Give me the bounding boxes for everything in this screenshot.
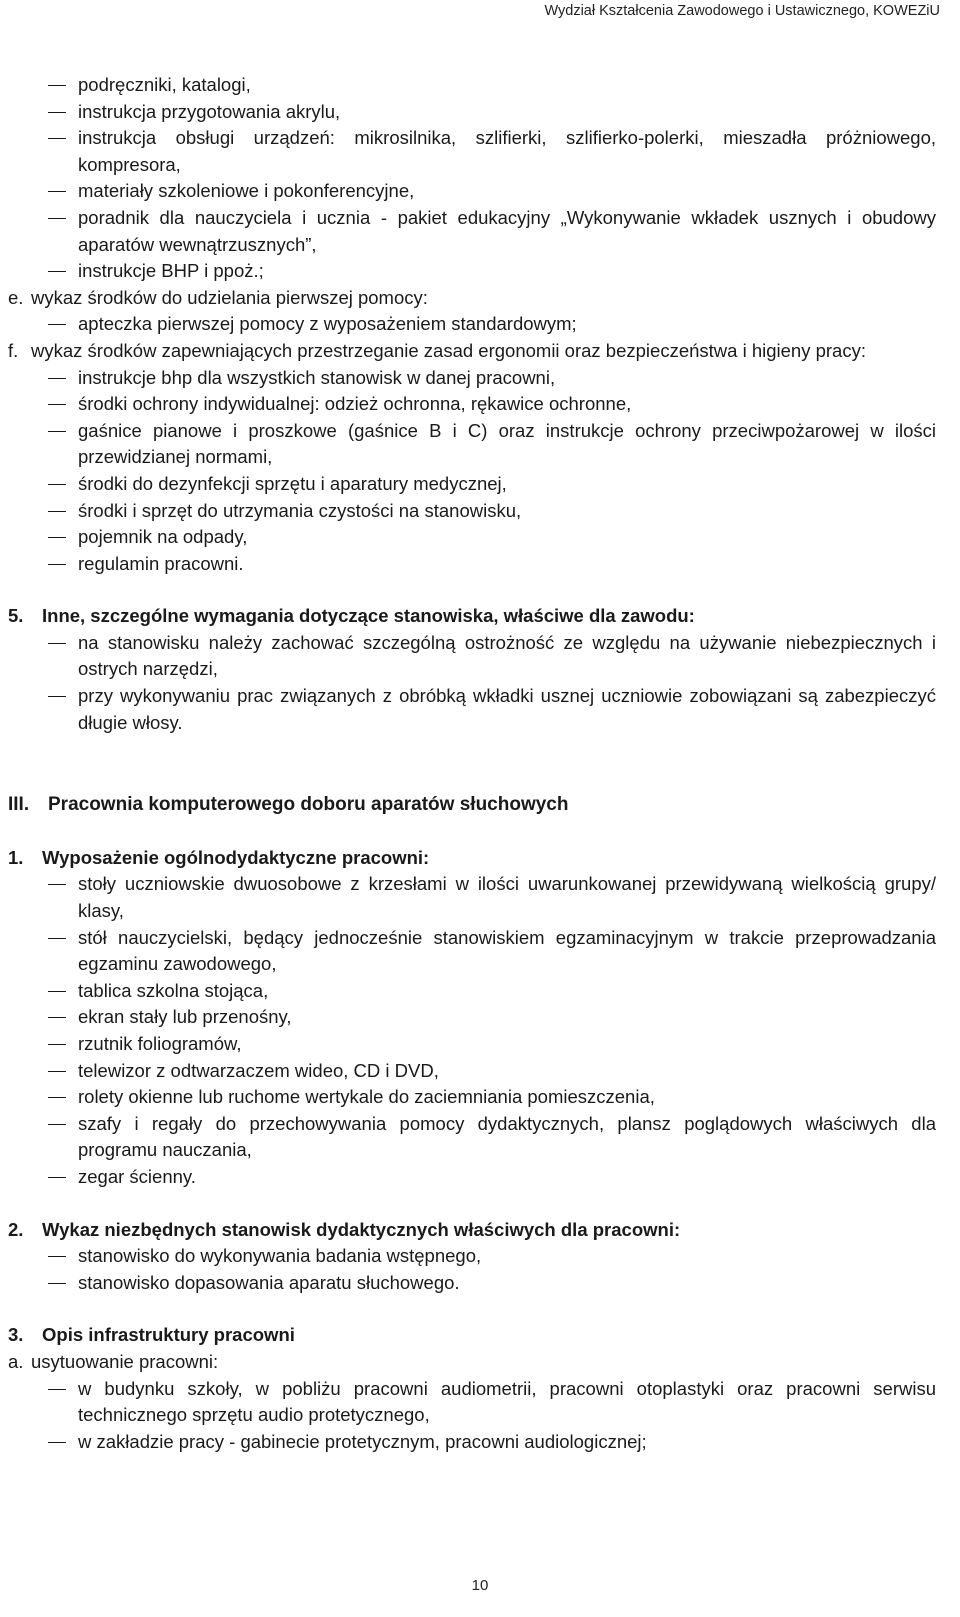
list-item-text: środki i sprzęt do utrzymania czystości na stanowisku, [78, 499, 522, 521]
list-item [0, 1031, 960, 1058]
lettered-item-text: usytuowanie pracowni: [31, 1350, 219, 1372]
item-letter: e. [8, 286, 24, 308]
list-item [0, 630, 960, 683]
dash-marker [48, 511, 66, 512]
point-3-heading [0, 1322, 960, 1349]
dash-marker [48, 537, 66, 538]
list-item [0, 1004, 960, 1031]
list-item [0, 1429, 960, 1456]
dash-marker [48, 696, 66, 697]
dash-marker [48, 1177, 66, 1178]
list-item-text: rolety okienne lub ruchome wertykale do zaciemniania pomieszczenia, [78, 1086, 655, 1108]
list-item-text: instrukcja przygotowania akrylu, [78, 100, 341, 122]
list-item [0, 258, 960, 285]
list-item [0, 72, 960, 99]
dash-marker [48, 1124, 66, 1125]
list-item-text: przy wykonywaniu prac związanych z obróbką wkładki usznej uczniowie zobowiązani są zabezpieczyć długie włosy. [78, 685, 936, 733]
list-item-text: zegar ścienny. [78, 1165, 196, 1187]
dash-marker [48, 1044, 66, 1045]
dash-marker [48, 1256, 66, 1257]
list-item-text: tablica szkolna stojąca, [78, 979, 269, 1001]
list-item-text: stół nauczycielski, będący jednocześnie stanowiskiem egzaminacyjnym w trakcie przeprowadzania egzaminu zawodowego, [78, 926, 936, 975]
dash-marker [48, 324, 66, 325]
point-5-heading [0, 603, 960, 630]
item-letter: f. [8, 339, 19, 361]
list-item [0, 365, 960, 392]
list-item-text: stoły uczniowskie dwuosobowe z krzesłami w ilości uwarunkowanej przewidywaną wielkością grupy/ klasy, [78, 873, 936, 922]
list-item-text: pojemnik na odpady, [78, 526, 248, 548]
spacer [0, 736, 960, 766]
dash-marker [48, 431, 66, 432]
point-number: 5. [8, 605, 24, 627]
list-item-text: ekran stały lub przenośny, [78, 1006, 292, 1028]
spacer [0, 819, 960, 845]
list-item [0, 99, 960, 126]
list-item-text: w zakładzie pracy - gabinecie protetycznym, pracowni audiologicznej; [78, 1430, 647, 1452]
dash-marker [48, 1389, 66, 1390]
lettered-item-e [0, 285, 960, 312]
list-item [0, 125, 960, 178]
dash-marker [48, 191, 66, 192]
list-item-text: instrukcje BHP i ppoż.; [78, 260, 264, 282]
list-item-text: telewizor z odtwarzaczem wideo, CD i DVD, [78, 1059, 439, 1081]
dash-marker [48, 271, 66, 272]
list-item-text: poradnik dla nauczyciela i ucznia - pakiet edukacyjny „Wykonywanie wkładek usznych i obudowy aparatów wewnątrzusznych”, [78, 206, 936, 255]
list-item-text: instrukcje bhp dla wszystkich stanowisk w danej pracowni, [78, 366, 556, 388]
dash-marker [48, 378, 66, 379]
list-item-text: gaśnice pianowe i proszkowe (gaśnice B i C) oraz instrukcje ochrony przeciwpożarowej w ilości przewidzianej normami, [78, 419, 936, 468]
list-item [0, 205, 960, 258]
list-item [0, 1164, 960, 1191]
item-letter: a. [8, 1350, 24, 1372]
point-2-heading [0, 1217, 960, 1244]
point-number: 3. [8, 1324, 24, 1346]
dash-marker [48, 643, 66, 644]
list-item [0, 311, 960, 338]
list-item [0, 418, 960, 471]
list-item-text: rzutnik foliogramów, [78, 1033, 242, 1054]
list-item [0, 1376, 960, 1429]
list-item [0, 1270, 960, 1297]
spacer [0, 1191, 960, 1217]
list-item-text: środki do dezynfekcji sprzętu i aparatury medycznej, [78, 472, 507, 494]
page-number: 10 [471, 1577, 489, 1594]
list-item [0, 498, 960, 525]
list-item-text: stanowisko do wykonywania badania wstępnego, [78, 1245, 482, 1267]
dash-marker [48, 1097, 66, 1098]
dash-marker [48, 564, 66, 565]
dash-marker [48, 1017, 66, 1018]
list-item-text: apteczka pierwszej pomocy z wyposażeniem standardowym; [78, 313, 577, 335]
point-title: Wyposażenie ogólnodydaktyczne pracowni: [42, 846, 430, 868]
dash-marker [48, 1071, 66, 1072]
dash-marker [48, 85, 66, 86]
lettered-item-f [0, 338, 960, 365]
list-item-text: szafy i regały do przechowywania pomocy dydaktycznych, plansz poglądowych właściwych dla programu nauczania, [78, 1112, 936, 1161]
dash-marker [48, 1283, 66, 1284]
point-title: Opis infrastruktury pracowni [42, 1324, 295, 1346]
dash-marker [48, 138, 66, 139]
list-item-text: regulamin pracowni. [78, 552, 244, 574]
list-item-text: stanowisko dopasowania aparatu słuchowego. [78, 1271, 460, 1293]
point-1-heading [0, 845, 960, 872]
list-item [0, 551, 960, 578]
lettered-item-text: wykaz środków zapewniających przestrzeganie zasad ergonomii oraz bezpieczeństwa i higieny pracy: [31, 339, 866, 361]
spacer [0, 577, 960, 603]
list-item [0, 925, 960, 978]
list-item-text: na stanowisku należy zachować szczególną ostrożność ze względu na używanie niebezpiecznych i ostrych narzędzi, [78, 631, 936, 680]
list-item [0, 1243, 960, 1270]
list-item [0, 1084, 960, 1111]
spacer [0, 766, 960, 792]
lettered-item-text: wykaz środków do udzielania pierwszej pomocy: [31, 286, 428, 308]
list-item [0, 391, 960, 418]
dash-marker [48, 991, 66, 992]
dash-marker [48, 938, 66, 939]
section-iii-heading [0, 792, 960, 819]
list-item [0, 524, 960, 551]
list-item [0, 471, 960, 498]
list-item-text: podręczniki, katalogi, [78, 74, 251, 95]
list-item-text: środki ochrony indywidualnej: odzież ochronna, rękawice ochronne, [78, 393, 632, 415]
page-header: Wydział Kształcenia Zawodowego i Ustawicznego, KOWEZiU [544, 3, 940, 19]
point-title: Inne, szczególne wymagania dotyczące stanowiska, właściwe dla zawodu: [42, 605, 695, 627]
list-item-text: w budynku szkoły, w pobliżu pracowni audiometrii, pracowni otoplastyki oraz pracowni serwisu technicznego sprzętu audio protetycznego, [78, 1377, 936, 1426]
list-item [0, 1111, 960, 1164]
list-item-text: instrukcja obsługi urządzeń: mikrosilnika, szlifierki, szlifierko-polerki, mieszadła próżniowego, kompresora, [78, 127, 936, 175]
dash-marker [48, 112, 66, 113]
point-number: 1. [8, 846, 24, 868]
list-item-text: materiały szkoleniowe i pokonferencyjne, [78, 180, 415, 202]
lettered-item-a [0, 1349, 960, 1376]
list-item [0, 178, 960, 205]
section-number: III. [8, 794, 30, 816]
spacer [0, 1296, 960, 1322]
dash-marker [48, 218, 66, 219]
list-item [0, 978, 960, 1005]
list-item [0, 871, 960, 924]
point-title: Wykaz niezbędnych stanowisk dydaktycznych właściwych dla pracowni: [42, 1218, 681, 1240]
list-item [0, 683, 960, 736]
section-title: Pracownia komputerowego doboru aparatów słuchowych [48, 794, 569, 816]
point-number: 2. [8, 1218, 24, 1240]
dash-marker [48, 404, 66, 405]
dash-marker [48, 884, 66, 885]
dash-marker [48, 484, 66, 485]
dash-marker [48, 1442, 66, 1443]
list-item [0, 1058, 960, 1085]
document-body [0, 72, 960, 1455]
